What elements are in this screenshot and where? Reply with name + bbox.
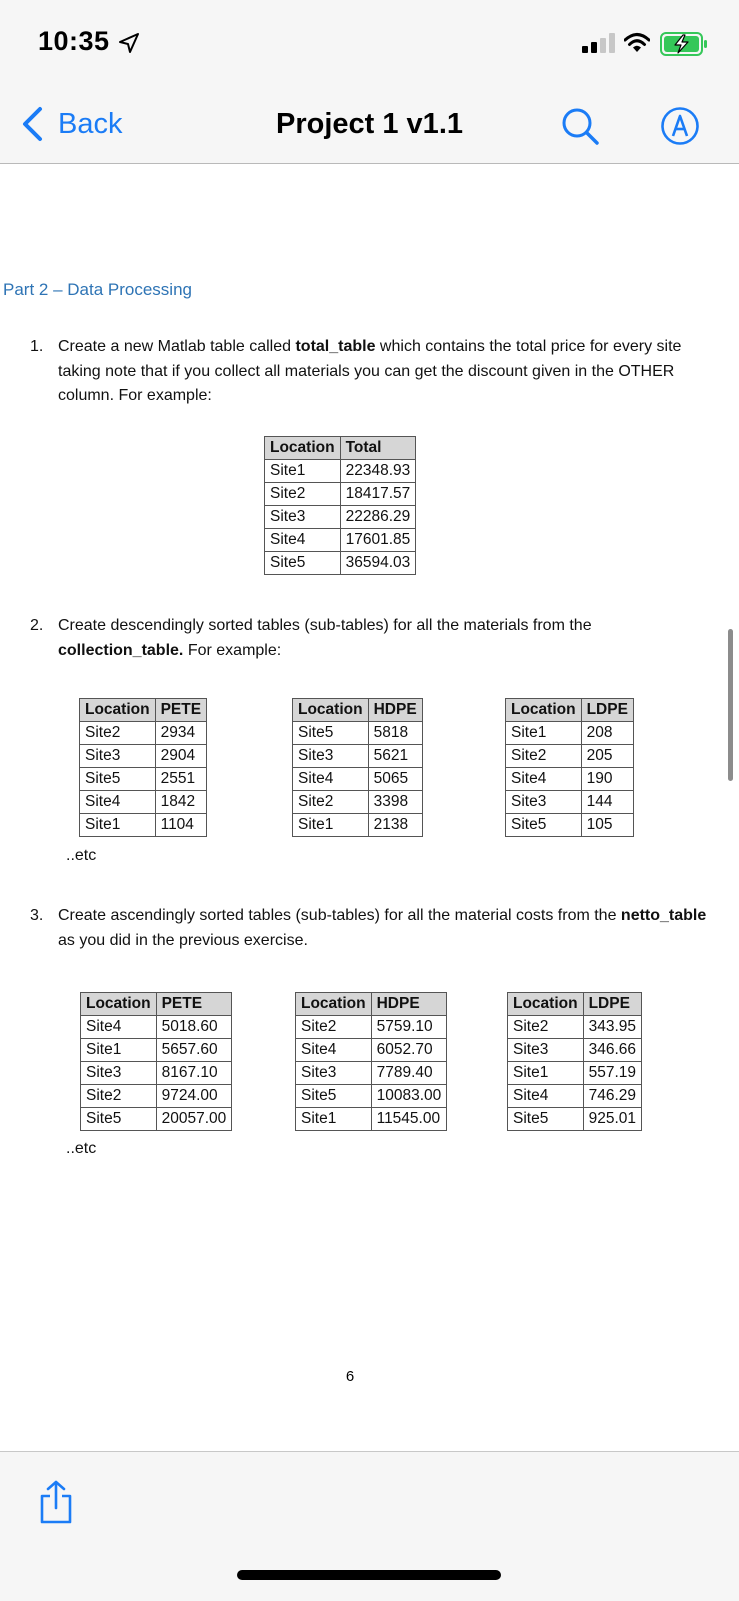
item-bold-text: netto_table <box>620 907 707 924</box>
table-header-cell: LDPE <box>581 699 633 722</box>
table-cell: Site3 <box>81 1062 157 1085</box>
table-row <box>80 745 207 768</box>
table-cell: Site3 <box>80 745 156 768</box>
table-cell: Site1 <box>80 814 156 837</box>
table-header-row <box>81 993 232 1016</box>
table-row <box>80 768 207 791</box>
instruction-item-2 <box>30 614 710 663</box>
table-cell: Site2 <box>265 483 341 506</box>
table-cell: 17601.85 <box>340 529 416 552</box>
table-cell: 36594.03 <box>340 552 416 575</box>
table-header-cell: LDPE <box>583 993 641 1016</box>
table-row <box>296 1039 447 1062</box>
table-cell: 5621 <box>368 745 422 768</box>
table-row <box>265 552 416 575</box>
table-cell: Site4 <box>293 768 369 791</box>
status-time: 10:35 <box>38 26 110 56</box>
table-cell: 22286.29 <box>340 506 416 529</box>
table-cell: 208 <box>581 722 633 745</box>
table-cell: 925.01 <box>583 1108 641 1131</box>
table-cell: 10083.00 <box>371 1085 447 1108</box>
table-header-row <box>265 437 416 460</box>
table-header-row <box>296 993 447 1016</box>
table-cell: 1842 <box>155 791 206 814</box>
table-cell: 746.29 <box>583 1085 641 1108</box>
table-cell: 18417.57 <box>340 483 416 506</box>
table-cell: Site4 <box>508 1085 584 1108</box>
table-row <box>80 791 207 814</box>
table-cell: 22348.93 <box>340 460 416 483</box>
table-row <box>506 722 634 745</box>
table-cell: Site2 <box>296 1016 372 1039</box>
location-arrow-icon <box>118 32 140 54</box>
table-cell: 1104 <box>155 814 206 837</box>
table-row <box>506 791 634 814</box>
table-row <box>296 1062 447 1085</box>
table-row <box>508 1039 642 1062</box>
table-cell: 557.19 <box>583 1062 641 1085</box>
table-row <box>293 722 423 745</box>
table-header-row <box>80 699 207 722</box>
table-cell: Site5 <box>296 1085 372 1108</box>
instruction-item-3 <box>30 904 710 953</box>
table-cell: Site2 <box>506 745 582 768</box>
table-row <box>80 814 207 837</box>
table-cell: Site3 <box>508 1039 584 1062</box>
bottom-toolbar <box>0 1451 739 1601</box>
table-cell: Site5 <box>293 722 369 745</box>
back-button[interactable] <box>20 104 122 144</box>
search-icon[interactable] <box>560 106 600 146</box>
table-header-cell: Location <box>296 993 372 1016</box>
item-text: Create ascendingly sorted tables (sub-tables) for all the material costs from the <box>58 907 621 924</box>
item-text: as you did in the previous exercise. <box>58 931 308 949</box>
table-cell: 105 <box>581 814 633 837</box>
table-cell: 2904 <box>155 745 206 768</box>
table-row <box>508 1085 642 1108</box>
table-header-cell: Location <box>81 993 157 1016</box>
share-icon[interactable] <box>38 1480 74 1524</box>
instruction-item-1 <box>30 335 710 409</box>
battery-charging-icon <box>660 32 708 56</box>
table-cell: 5759.10 <box>371 1016 447 1039</box>
table-row <box>296 1016 447 1039</box>
chevron-left-icon <box>20 106 44 142</box>
table-row <box>265 460 416 483</box>
table-cell: Site4 <box>506 768 582 791</box>
table-row <box>506 814 634 837</box>
table-cell: 3398 <box>368 791 422 814</box>
asc-pete-table <box>80 992 232 1131</box>
table-cell: 2934 <box>155 722 206 745</box>
table-header-cell: PETE <box>156 993 232 1016</box>
item-text: which contains the total price for every site taking note that if you collect all materials you can get the discount given in the OTHER column. For example: <box>58 338 682 404</box>
table-header-cell: Location <box>508 993 584 1016</box>
table-cell: Site4 <box>80 791 156 814</box>
wifi-icon <box>624 32 650 54</box>
table-cell: 5818 <box>368 722 422 745</box>
table-cell: Site1 <box>265 460 341 483</box>
table-cell: Site3 <box>296 1062 372 1085</box>
total-table <box>264 436 416 575</box>
table-header-row <box>293 699 423 722</box>
table-cell: Site2 <box>508 1016 584 1039</box>
item-text: For example: <box>183 641 282 659</box>
table-row <box>80 722 207 745</box>
table-cell: Site5 <box>80 768 156 791</box>
table-cell: 343.95 <box>583 1016 641 1039</box>
table-header-cell: PETE <box>155 699 206 722</box>
table-header-row <box>506 699 634 722</box>
home-indicator[interactable] <box>237 1570 501 1580</box>
table-cell: Site5 <box>506 814 582 837</box>
table-row <box>506 745 634 768</box>
table-cell: Site5 <box>508 1108 584 1131</box>
table-row <box>296 1085 447 1108</box>
document-page[interactable] <box>0 164 739 1451</box>
table-cell: Site3 <box>265 506 341 529</box>
table-cell: 205 <box>581 745 633 768</box>
table-row <box>296 1108 447 1131</box>
table-cell: Site1 <box>296 1108 372 1131</box>
table-header-row <box>508 993 642 1016</box>
asc-hdpe-table <box>295 992 447 1131</box>
item-bold-text: collection_table. <box>58 641 184 659</box>
table-row <box>265 483 416 506</box>
table-cell: Site2 <box>81 1085 157 1108</box>
table-cell: 5657.60 <box>156 1039 232 1062</box>
table-row <box>81 1062 232 1085</box>
item-number: 2. <box>30 617 44 634</box>
table-cell: 8167.10 <box>156 1062 232 1085</box>
desc-hdpe-table <box>292 698 423 837</box>
table-row <box>293 768 423 791</box>
item-text: Create a new Matlab table called <box>58 338 296 355</box>
table-row <box>508 1016 642 1039</box>
table-header-cell: HDPE <box>371 993 447 1016</box>
table-cell: Site5 <box>265 552 341 575</box>
table-row <box>81 1016 232 1039</box>
table-row <box>508 1062 642 1085</box>
table-cell: 2551 <box>155 768 206 791</box>
document-title: Project 1 v1.1 <box>276 108 463 140</box>
item-bold-text: total_table <box>295 338 376 355</box>
markup-icon[interactable] <box>660 106 700 146</box>
table-row <box>506 768 634 791</box>
table-cell: Site2 <box>293 791 369 814</box>
table-cell: 5018.60 <box>156 1016 232 1039</box>
item-number: 1. <box>30 338 44 355</box>
table-cell: 7789.40 <box>371 1062 447 1085</box>
etc-note: ..etc <box>66 1140 97 1157</box>
table-cell: Site4 <box>81 1016 157 1039</box>
table-header-cell: Location <box>80 699 156 722</box>
table-cell: 6052.70 <box>371 1039 447 1062</box>
table-row <box>508 1108 642 1131</box>
table-header-cell: Location <box>506 699 582 722</box>
table-row <box>293 745 423 768</box>
table-cell: 2138 <box>368 814 422 837</box>
table-cell: 346.66 <box>583 1039 641 1062</box>
table-cell: Site1 <box>293 814 369 837</box>
table-cell: Site4 <box>296 1039 372 1062</box>
etc-note: ..etc <box>66 847 97 864</box>
table-cell: 190 <box>581 768 633 791</box>
table-header-cell: Total <box>340 437 416 460</box>
table-row <box>293 791 423 814</box>
section-heading: Part 2 – Data Processing <box>3 280 192 299</box>
table-row <box>81 1085 232 1108</box>
scroll-indicator[interactable] <box>728 629 733 781</box>
table-cell: 5065 <box>368 768 422 791</box>
table-row <box>81 1108 232 1131</box>
table-cell: Site3 <box>506 791 582 814</box>
table-row <box>81 1039 232 1062</box>
signal-icon <box>582 33 616 53</box>
top-bar <box>0 0 739 164</box>
table-cell: 9724.00 <box>156 1085 232 1108</box>
table-cell: Site4 <box>265 529 341 552</box>
item-number: 3. <box>30 907 44 924</box>
asc-ldpe-table <box>507 992 642 1131</box>
table-cell: 144 <box>581 791 633 814</box>
table-row <box>265 506 416 529</box>
table-row <box>265 529 416 552</box>
table-cell: Site1 <box>81 1039 157 1062</box>
table-header-cell: Location <box>265 437 341 460</box>
table-cell: Site2 <box>80 722 156 745</box>
page-number: 6 <box>345 1368 355 1385</box>
table-row <box>293 814 423 837</box>
table-cell: Site1 <box>508 1062 584 1085</box>
desc-pete-table <box>79 698 207 837</box>
table-cell: Site5 <box>81 1108 157 1131</box>
table-cell: Site1 <box>506 722 582 745</box>
table-cell: Site3 <box>293 745 369 768</box>
desc-ldpe-table <box>505 698 634 837</box>
item-text: Create descendingly sorted tables (sub-tables) for all the materials from the <box>58 617 592 634</box>
table-header-cell: HDPE <box>368 699 422 722</box>
table-header-cell: Location <box>293 699 369 722</box>
table-cell: 20057.00 <box>156 1108 232 1131</box>
table-cell: 11545.00 <box>371 1108 447 1131</box>
back-label: Back <box>58 107 123 140</box>
